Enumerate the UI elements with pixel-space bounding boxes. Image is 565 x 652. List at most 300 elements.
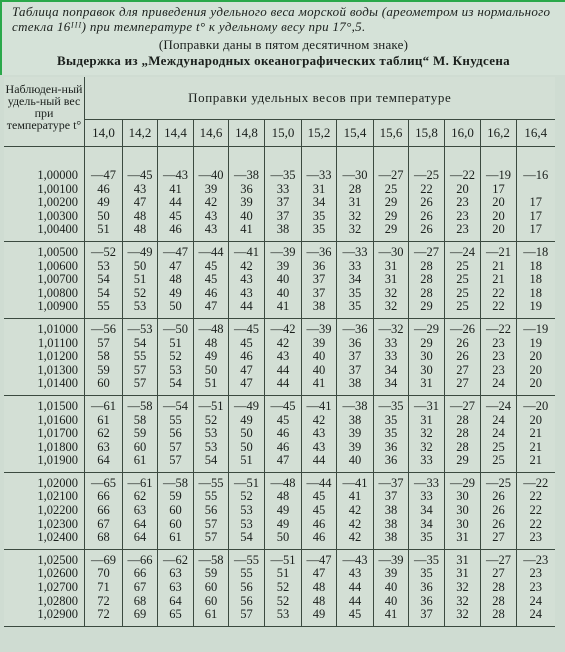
correction-value: 30 — [456, 489, 469, 504]
correction-value: 38 — [348, 412, 362, 427]
correction-value: 58 — [133, 412, 147, 427]
correction-value: 50 — [240, 439, 253, 454]
correction-value: 60 — [204, 593, 218, 608]
correction-cell — [194, 165, 229, 241]
correction-value: 30 — [456, 503, 469, 518]
correction-value: 57 — [204, 516, 218, 531]
correction-value: 59 — [97, 362, 110, 377]
correction-value: —51 — [270, 552, 296, 567]
correction-value: 66 — [133, 566, 147, 581]
correction-value: —38 — [342, 398, 368, 413]
correction-value: 37 — [312, 272, 326, 287]
correction-cell — [158, 165, 194, 241]
correction-cell — [445, 318, 481, 395]
correction-cell — [374, 472, 409, 549]
temperature-header: 15,2 — [302, 120, 337, 147]
specific-gravity-value: 1,00300 — [37, 208, 78, 223]
correction-value: 22 — [492, 285, 505, 300]
correction-value: —29 — [450, 475, 475, 490]
correction-value: 46 — [169, 222, 182, 237]
correction-value: 26 — [456, 349, 469, 364]
specific-gravity-value: 1,02200 — [37, 503, 78, 518]
correction-cell — [517, 318, 555, 395]
correction-value: 53 — [204, 439, 218, 454]
correction-value: 69 — [133, 607, 147, 622]
correction-value — [517, 183, 555, 197]
correction-value: 37 — [384, 489, 398, 504]
correction-cell — [337, 318, 374, 395]
correction-value: 25 — [492, 439, 505, 454]
correction-value: 34 — [348, 272, 362, 287]
correction-value: 57 — [133, 362, 147, 377]
correction-value: 37 — [420, 607, 433, 622]
correction-value: 53 — [169, 362, 182, 377]
correction-value: 36 — [384, 439, 398, 454]
correction-value: 39 — [348, 439, 362, 454]
correction-value: 45 — [204, 258, 218, 273]
correction-value: 20 — [492, 208, 505, 223]
correction-value: 20 — [456, 181, 469, 196]
correction-value: 63 — [169, 566, 182, 581]
correction-value: 22 — [420, 181, 433, 196]
correction-value: 58 — [97, 349, 110, 364]
correction-value: 42 — [204, 195, 218, 210]
temperature-header: 14,4 — [158, 120, 194, 147]
correction-value: 39 — [312, 335, 326, 350]
specific-gravity-value: 1,00900 — [37, 299, 78, 314]
correction-cell — [85, 165, 123, 241]
correction-value: —55 — [198, 475, 224, 490]
correction-value: 31 — [456, 566, 469, 581]
correction-value: 56 — [169, 426, 182, 441]
correction-cell — [517, 241, 555, 318]
correction-value: 26 — [420, 222, 433, 237]
correction-cell — [123, 318, 158, 395]
correction-cell — [229, 241, 265, 318]
correction-value: —30 — [342, 168, 368, 182]
temperature-header: 14,2 — [123, 120, 158, 147]
specific-gravity-value: 1,02900 — [37, 607, 78, 622]
correction-value: —43 — [163, 168, 188, 182]
correction-cell — [158, 318, 194, 395]
correction-value: 49 — [276, 503, 290, 518]
correction-value: —69 — [91, 552, 116, 567]
correction-value: 59 — [169, 489, 182, 504]
correction-value: —45 — [270, 398, 296, 413]
correction-value: 21 — [492, 258, 505, 273]
correction-value: 38 — [276, 222, 290, 237]
correction-value: 42 — [348, 530, 362, 545]
correction-value: 28 — [492, 593, 505, 608]
correction-value: 57 — [240, 607, 253, 622]
correction-value: 31 — [384, 272, 398, 287]
correction-value: 20 — [529, 349, 542, 364]
correction-value: 56 — [204, 503, 218, 518]
correction-value: 27 — [492, 530, 505, 545]
temperature-header: 14,0 — [85, 120, 123, 147]
correction-value: 38 — [384, 503, 398, 518]
correction-value: 60 — [204, 580, 218, 595]
correction-value: 33 — [420, 489, 433, 504]
correction-value: 41 — [348, 489, 362, 504]
correction-value: —44 — [198, 244, 224, 259]
specific-gravity-value: 1,02100 — [37, 489, 78, 504]
correction-value: 27 — [456, 376, 469, 391]
correction-value: 47 — [169, 258, 182, 273]
correction-value: 34 — [384, 362, 398, 377]
specific-gravity-value: 1,01600 — [37, 412, 78, 427]
temperature-header: 15,0 — [265, 120, 302, 147]
correction-value: 18 — [529, 272, 542, 287]
table-row-group — [4, 318, 555, 395]
correction-value: 63 — [133, 503, 147, 518]
table-row-group — [4, 549, 555, 626]
correction-value: 25 — [456, 299, 469, 314]
correction-value: 32 — [456, 593, 469, 608]
correction-value: 34 — [420, 503, 433, 518]
correction-value: —50 — [163, 321, 188, 336]
correction-value: —55 — [234, 552, 259, 567]
temperature-header: 15,6 — [374, 120, 409, 147]
correction-value: 57 — [133, 376, 147, 391]
correction-cell — [229, 549, 265, 626]
correction-value: 20 — [529, 376, 542, 391]
temperature-header-row — [4, 120, 555, 147]
correction-value: 28 — [420, 258, 433, 273]
correction-value: —27 — [414, 244, 439, 259]
correction-value: 51 — [240, 453, 253, 468]
correction-value: 28 — [420, 272, 433, 287]
correction-value: 28 — [420, 285, 433, 300]
correction-cell — [337, 472, 374, 549]
correction-value: 30 — [420, 349, 433, 364]
table-gap — [4, 147, 555, 166]
correction-value: —33 — [342, 244, 368, 259]
correction-value: 57 — [204, 530, 218, 545]
correction-cell — [374, 241, 409, 318]
correction-value: —25 — [486, 475, 511, 490]
correction-value: 54 — [97, 285, 110, 300]
correction-cell — [229, 395, 265, 472]
correction-value: 39 — [384, 566, 398, 581]
correction-value: 26 — [456, 335, 469, 350]
correction-value: 23 — [529, 566, 542, 581]
correction-cell — [85, 549, 123, 626]
correction-value: —45 — [127, 168, 153, 182]
correction-value: —36 — [342, 321, 368, 336]
table-row-group — [4, 165, 555, 241]
correction-value: 17 — [529, 195, 542, 210]
correction-cell — [158, 395, 194, 472]
correction-value: 41 — [169, 181, 182, 196]
correction-value: 43 — [204, 208, 218, 223]
observed-density-header: Наблюден-ный удель-ный вес при температуре t° — [4, 77, 85, 147]
correction-value: 72 — [97, 593, 110, 608]
correction-value: 33 — [420, 453, 433, 468]
correction-value: 31 — [384, 258, 398, 273]
specific-gravity-cell — [4, 395, 85, 472]
correction-cell — [85, 241, 123, 318]
correction-value: 35 — [348, 285, 362, 300]
specific-gravity-value: 1,02800 — [37, 593, 78, 608]
specific-gravity-value: 1,00000 — [37, 168, 78, 182]
correction-value: 36 — [384, 453, 398, 468]
correction-value: 26 — [420, 195, 433, 210]
correction-value: 60 — [169, 516, 182, 531]
correction-cell — [409, 472, 445, 549]
correction-value: 47 — [276, 453, 290, 468]
correction-value: —18 — [523, 244, 549, 259]
document-header — [0, 0, 565, 75]
correction-value: 43 — [312, 439, 326, 454]
correction-value: —41 — [342, 475, 368, 490]
correction-cell — [517, 549, 555, 626]
correction-value: —47 — [91, 168, 116, 182]
correction-value: 40 — [384, 593, 398, 608]
correction-value: 31 — [420, 412, 433, 427]
correction-value: 24 — [492, 412, 505, 427]
correction-value: 36 — [420, 593, 433, 608]
correction-value: —61 — [127, 475, 153, 490]
correction-value: —21 — [486, 244, 511, 259]
table-note: (Поправки даны в пятом десятичном знаке) — [158, 37, 409, 52]
correction-value: 64 — [133, 516, 147, 531]
specific-gravity-value: 1,01800 — [37, 439, 78, 454]
correction-value: 33 — [276, 181, 290, 196]
correction-value: —27 — [378, 168, 404, 182]
correction-value: —61 — [91, 398, 116, 413]
correction-value: 37 — [348, 362, 362, 377]
correction-value: 26 — [492, 489, 505, 504]
correction-value: 35 — [384, 426, 398, 441]
correction-value: 25 — [456, 285, 469, 300]
correction-value: 48 — [133, 222, 147, 237]
correction-value: 41 — [240, 222, 253, 237]
correction-cell — [302, 549, 337, 626]
correction-value: 24 — [529, 607, 542, 622]
correction-value: 46 — [276, 439, 290, 454]
correction-value: 55 — [169, 412, 182, 427]
correction-value: 32 — [420, 439, 433, 454]
correction-value: 29 — [420, 335, 433, 350]
correction-value: —65 — [91, 475, 116, 490]
correction-value: 45 — [276, 412, 290, 427]
correction-value: 39 — [276, 258, 290, 273]
correction-value: 40 — [276, 272, 290, 287]
correction-value: —51 — [198, 398, 224, 413]
correction-value: —33 — [306, 168, 332, 182]
correction-value: 22 — [529, 489, 542, 504]
correction-value: —22 — [486, 321, 511, 336]
correction-value: 23 — [492, 349, 505, 364]
correction-value: 41 — [312, 376, 326, 391]
correction-value: 32 — [348, 208, 362, 223]
correction-value: 47 — [240, 362, 253, 377]
correction-cell — [302, 241, 337, 318]
correction-value: 49 — [276, 516, 290, 531]
correction-value: —38 — [234, 168, 259, 182]
correction-value: 64 — [133, 530, 147, 545]
correction-value: 64 — [169, 593, 182, 608]
correction-value: 38 — [384, 530, 398, 545]
correction-value: 36 — [312, 258, 326, 273]
correction-cell — [265, 472, 302, 549]
correction-value: 50 — [240, 426, 253, 441]
correction-value: 19 — [529, 299, 542, 314]
correction-cell — [374, 395, 409, 472]
correction-value: 37 — [276, 208, 290, 223]
correction-value: —26 — [450, 321, 475, 336]
correction-value: 25 — [456, 258, 469, 273]
correction-value: —39 — [378, 552, 404, 567]
correction-value: 40 — [384, 580, 398, 595]
correction-value: 53 — [240, 503, 253, 518]
temperature-header: 16,2 — [481, 120, 517, 147]
correction-value: —62 — [163, 552, 188, 567]
correction-value: 47 — [312, 566, 326, 581]
correction-cell — [158, 241, 194, 318]
correction-value: 59 — [204, 566, 218, 581]
correction-value: 39 — [240, 195, 253, 210]
correction-value: 21 — [492, 272, 505, 287]
correction-value: 53 — [204, 426, 218, 441]
correction-cell — [229, 318, 265, 395]
correction-value: —42 — [270, 321, 296, 336]
correction-cell — [85, 472, 123, 549]
correction-value: 27 — [492, 566, 505, 581]
correction-cell — [265, 318, 302, 395]
correction-value: 45 — [169, 208, 182, 223]
correction-value: 21 — [529, 439, 542, 454]
correction-cell — [229, 165, 265, 241]
correction-value: 23 — [456, 222, 469, 237]
specific-gravity-cell — [4, 549, 85, 626]
correction-cell — [302, 318, 337, 395]
correction-value: 66 — [97, 489, 110, 504]
correction-cell — [409, 241, 445, 318]
specific-gravity-value: 1,02700 — [37, 580, 78, 595]
specific-gravity-value: 1,01300 — [37, 362, 78, 377]
correction-value: 51 — [276, 566, 290, 581]
correction-value: 31 — [312, 181, 326, 196]
correction-value: 25 — [456, 272, 469, 287]
correction-value: 32 — [348, 222, 362, 237]
correction-value: —24 — [486, 398, 511, 413]
correction-value: 43 — [133, 181, 147, 196]
correction-value: 44 — [276, 376, 290, 391]
specific-gravity-cell — [4, 318, 85, 395]
correction-value: 29 — [384, 208, 398, 223]
correction-value: 54 — [97, 272, 110, 287]
correction-value: 31 — [348, 195, 362, 210]
correction-cell — [409, 318, 445, 395]
temperature-header: 14,8 — [229, 120, 265, 147]
correction-value: 47 — [133, 195, 147, 210]
correction-value: 19 — [529, 335, 542, 350]
correction-value: —41 — [234, 244, 259, 259]
correction-value: 51 — [133, 272, 147, 287]
correction-value: 35 — [384, 412, 398, 427]
temperature-header: 14,6 — [194, 120, 229, 147]
correction-value: 35 — [312, 208, 326, 223]
correction-value: 17 — [529, 208, 542, 223]
correction-value: —23 — [523, 552, 549, 567]
correction-cell — [337, 241, 374, 318]
correction-value: 36 — [240, 181, 253, 196]
correction-value: —25 — [414, 168, 439, 182]
correction-cell — [265, 241, 302, 318]
temperature-header: 16,4 — [517, 120, 555, 147]
correction-cell — [302, 395, 337, 472]
correction-value: 52 — [276, 580, 290, 595]
correction-value: 22 — [492, 299, 505, 314]
correction-value: 49 — [204, 349, 218, 364]
correction-value: 53 — [276, 607, 290, 622]
correction-value: 48 — [169, 272, 182, 287]
correction-value: 23 — [456, 195, 469, 210]
correction-value: —40 — [198, 168, 224, 182]
table-row-group — [4, 472, 555, 549]
correction-cell — [374, 165, 409, 241]
correction-value: —16 — [523, 168, 549, 182]
correction-value: 50 — [169, 299, 182, 314]
correction-value: 35 — [420, 566, 433, 581]
specific-gravity-value: 1,01100 — [37, 335, 78, 350]
correction-value: 46 — [240, 349, 253, 364]
correction-value: —51 — [234, 475, 259, 490]
correction-value: —35 — [378, 398, 404, 413]
correction-value: 35 — [420, 530, 433, 545]
correction-value: 70 — [97, 566, 110, 581]
specific-gravity-value: 1,02500 — [37, 552, 78, 567]
correction-value: —48 — [270, 475, 296, 490]
correction-value: —58 — [163, 475, 188, 490]
specific-gravity-value: 1,01200 — [37, 349, 78, 364]
correction-value: 28 — [456, 439, 469, 454]
correction-value: 40 — [240, 208, 253, 223]
correction-value: 47 — [204, 299, 218, 314]
correction-value: 45 — [204, 272, 218, 287]
correction-value: 36 — [348, 335, 362, 350]
correction-value: 48 — [276, 489, 290, 504]
correction-value: —47 — [163, 244, 188, 259]
correction-value: —33 — [414, 475, 439, 490]
correction-value: 20 — [529, 412, 542, 427]
correction-cell — [445, 549, 481, 626]
correction-cell — [481, 472, 517, 549]
correction-value: 43 — [276, 349, 290, 364]
correction-cell — [158, 549, 194, 626]
correction-value: 63 — [169, 580, 182, 595]
correction-value: —27 — [486, 552, 511, 567]
correction-cell — [481, 318, 517, 395]
correction-value: —52 — [91, 244, 116, 259]
correction-value: 40 — [276, 285, 290, 300]
temperature-header: 15,8 — [409, 120, 445, 147]
correction-value: 23 — [529, 580, 542, 595]
temperature-header: 16,0 — [445, 120, 481, 147]
specific-gravity-cell — [4, 241, 85, 318]
correction-value: 42 — [312, 412, 326, 427]
correction-value: —22 — [450, 168, 475, 182]
correction-value: 32 — [456, 607, 469, 622]
specific-gravity-value: 1,02400 — [37, 530, 78, 545]
correction-cell — [337, 395, 374, 472]
correction-cell — [123, 165, 158, 241]
correction-value: 48 — [204, 335, 218, 350]
correction-value: 49 — [169, 285, 182, 300]
correction-value: —49 — [234, 398, 259, 413]
